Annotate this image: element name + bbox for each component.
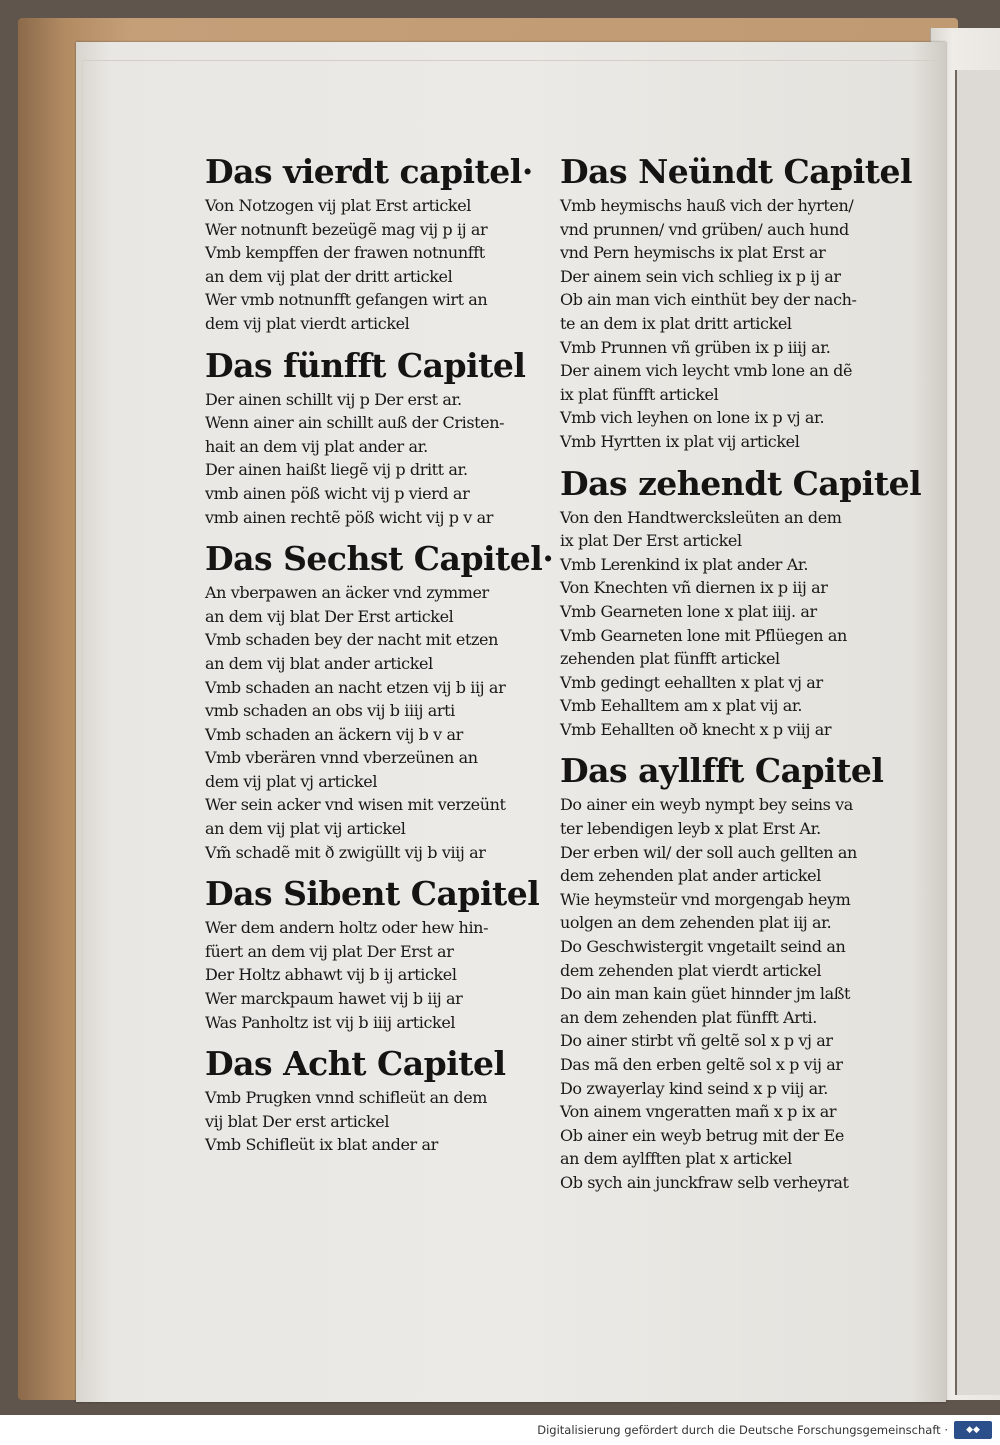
toc-entry: Vmb vberären vnnd vberzeünen an: [205, 748, 478, 768]
toc-entry: Wer marckpaum hawet vij b iij ar: [205, 989, 463, 1009]
section-gap: [560, 454, 910, 462]
toc-entry: ter lebendigen leyb x plat Erst Ar.: [560, 819, 821, 839]
toc-entry: Vmb gedingt eehallten x plat vj ar: [560, 672, 823, 692]
toc-entry: Wer sein acker vnd wisen mit verzeünt: [205, 795, 506, 815]
toc-entry: an dem vij blat ander artickel: [205, 653, 433, 673]
toc-entry: Der ainem sein vich schlieg ix p ij ar: [560, 266, 841, 286]
toc-entry: Vmb Schifleüt ix blat ander ar: [205, 1135, 438, 1155]
toc-entry: Vmb heymischs hauß vich der hyrten/: [560, 196, 854, 215]
chapter-heading: Das Sechst Capitel·: [205, 539, 554, 579]
toc-entry: Vmb Eehalltem am x plat vij ar.: [560, 696, 803, 716]
toc-entry: Vmb Prugken vnnd schifleüt an dem: [205, 1088, 488, 1108]
toc-entry: ix plat fünfft artickel: [560, 384, 719, 404]
toc-entry: Vmb schaden an nacht etzen vij b iij ar: [205, 677, 506, 697]
toc-entry: Do ain man kain güet hinnder jm laßt: [560, 984, 851, 1004]
chapter-heading: Das Sibent Capitel: [205, 874, 540, 914]
chapter-heading: Das Acht Capitel: [205, 1044, 506, 1084]
toc-entry: Von den Handtwercksleüten an dem: [560, 507, 842, 527]
toc-entry: Vmb Hyrtten ix plat vij artickel: [560, 431, 800, 451]
toc-entry: vmb ainen rechtẽ pöß wicht vij p v ar: [205, 507, 494, 527]
toc-entry: dem zehenden plat vierdt artickel: [560, 960, 822, 980]
chapter-heading: Das zehendt Capitel: [560, 463, 922, 503]
toc-entry: Vmb vich leyhen on lone ix p vj ar.: [560, 408, 825, 428]
toc-entry: Von Notzogen vij plat Erst artickel: [205, 196, 471, 215]
toc-entry: Wer vmb notnunfft gefangen wirt an: [205, 290, 488, 310]
chapter-heading: Das vierdt capitel·: [205, 152, 533, 191]
toc-entry: Vmb schaden an äckern vij b v ar: [205, 724, 463, 744]
toc-entry: zehenden plat fünfft artickel: [560, 649, 780, 669]
section-gap: [560, 741, 910, 749]
toc-entry: Der erben wil/ der soll auch gellten an: [560, 842, 857, 862]
toc-entry: Ob sych ain junckfraw selb verheyrat: [560, 1172, 849, 1192]
toc-entry: hait an dem vij plat ander ar.: [205, 436, 428, 456]
toc-entry: an dem aylfften plat x artickel: [560, 1149, 792, 1169]
section-gap: [560, 1195, 910, 1203]
toc-entry: Der Holtz abhawt vij b ij artickel: [205, 965, 457, 985]
section-gap: [205, 864, 550, 872]
toc-entry: Wer dem andern holtz oder hew hin-: [205, 918, 489, 938]
toc-entry: uolgen an dem zehenden plat iij ar.: [560, 913, 832, 933]
toc-entry: te an dem ix plat dritt artickel: [560, 313, 792, 333]
toc-entry: Do zwayerlay kind seind x p viij ar.: [560, 1078, 828, 1098]
toc-entry: Vmb schaden bey der nacht mit etzen: [205, 630, 498, 650]
toc-entry: Do Geschwistergit vngetailt seind an: [560, 937, 846, 957]
dfg-logo: ◆◆: [954, 1421, 992, 1439]
toc-entry: vij blat Der erst artickel: [205, 1111, 390, 1131]
section-gap: [205, 529, 550, 537]
toc-entry: dem zehenden plat ander artickel: [560, 866, 821, 886]
footer-credit: Digitalisierung gefördert durch die Deutsche Forschungsgemeinschaft ·: [537, 1423, 948, 1437]
toc-entry: Der ainen schillt vij p Der erst ar.: [205, 389, 462, 409]
toc-entry: Von ainem vngeratten mañ x p ix ar: [560, 1102, 837, 1122]
toc-entry: dem vij plat vierdt artickel: [205, 313, 410, 333]
toc-entry: an dem vij plat vij artickel: [205, 819, 406, 839]
toc-entry: Vmb Prunnen vñ grüben ix p iiij ar.: [560, 337, 831, 357]
toc-entry: Das mã den erben geltẽ sol x p vij ar: [560, 1055, 843, 1074]
chapter-heading: Das ayllfft Capitel: [560, 751, 884, 791]
left-column: [205, 150, 554, 1165]
toc-entry: Vmb kempffen der frawen notnunfft: [205, 243, 485, 263]
toc-entry: Vmb Gearneten lone mit Pflüegen an: [560, 625, 847, 645]
toc-entry: Wer notnunft bezeügẽ mag vij p ij ar: [205, 219, 488, 239]
toc-entry: vnd Pern heymischs ix plat Erst ar: [560, 243, 826, 263]
toc-entry: Wenn ainer ain schillt auß der Cristen-: [205, 413, 505, 433]
toc-entry: dem vij plat vj artickel: [205, 771, 378, 791]
section-gap: [205, 336, 550, 344]
section-gap: [205, 1157, 550, 1165]
footer-bar: [0, 1415, 1000, 1445]
toc-entry: an dem vij blat Der Erst artickel: [205, 606, 454, 626]
toc-entry: Von Knechten vñ diernen ix p iij ar: [560, 578, 828, 598]
toc-entry: Was Panholtz ist vij b iiij artickel: [205, 1012, 456, 1032]
toc-entry: Ob ainer ein weyb betrug mit der Ee: [560, 1125, 844, 1145]
toc-entry: vmb ainen pöß wicht vij p vierd ar: [205, 483, 470, 503]
toc-entry: vnd prunnen/ vnd grüben/ auch hund: [560, 219, 849, 239]
toc-entry: an dem vij plat der dritt artickel: [205, 266, 453, 286]
toc-entry: ix plat Der Erst artickel: [560, 531, 742, 551]
toc-entry: Vmb Eehallten oð knecht x p viij ar: [560, 719, 832, 739]
toc-entry: An vberpawen an äcker vnd zymmer: [205, 583, 489, 603]
toc-entry: Vmb Gearneten lone x plat iiij. ar: [560, 601, 817, 621]
toc-entry: vmb schaden an obs vij b iiij arti: [205, 701, 455, 721]
toc-entry: Der ainen haißt liegẽ vij p dritt ar.: [205, 460, 468, 480]
toc-entry: füert an dem vij plat Der Erst ar: [205, 941, 454, 961]
toc-entry: Do ainer stirbt vñ geltẽ sol x p vj ar: [560, 1031, 833, 1051]
section-gap: [205, 1034, 550, 1042]
chapter-heading: Das Neündt Capitel: [560, 152, 913, 191]
toc-entry: Ob ain man vich einthüt bey der nach-: [560, 290, 857, 310]
toc-entry: Vm̃ schadẽ mit ð zwigüllt vij b viij ar: [205, 842, 486, 862]
toc-entry: Der ainem vich leycht vmb lone an dẽ: [560, 361, 853, 381]
toc-entry: an dem zehenden plat fünfft Arti.: [560, 1007, 817, 1027]
toc-entry: Do ainer ein weyb nympt bey seins va: [560, 795, 853, 815]
toc-entry: Wie heymsteür vnd morgengab heym: [560, 889, 851, 909]
right-column: [560, 150, 922, 1203]
toc-entry: Vmb Lerenkind ix plat ander Ar.: [560, 554, 809, 574]
chapter-heading: Das fünfft Capitel: [205, 345, 526, 385]
facing-page: [955, 70, 1000, 1395]
